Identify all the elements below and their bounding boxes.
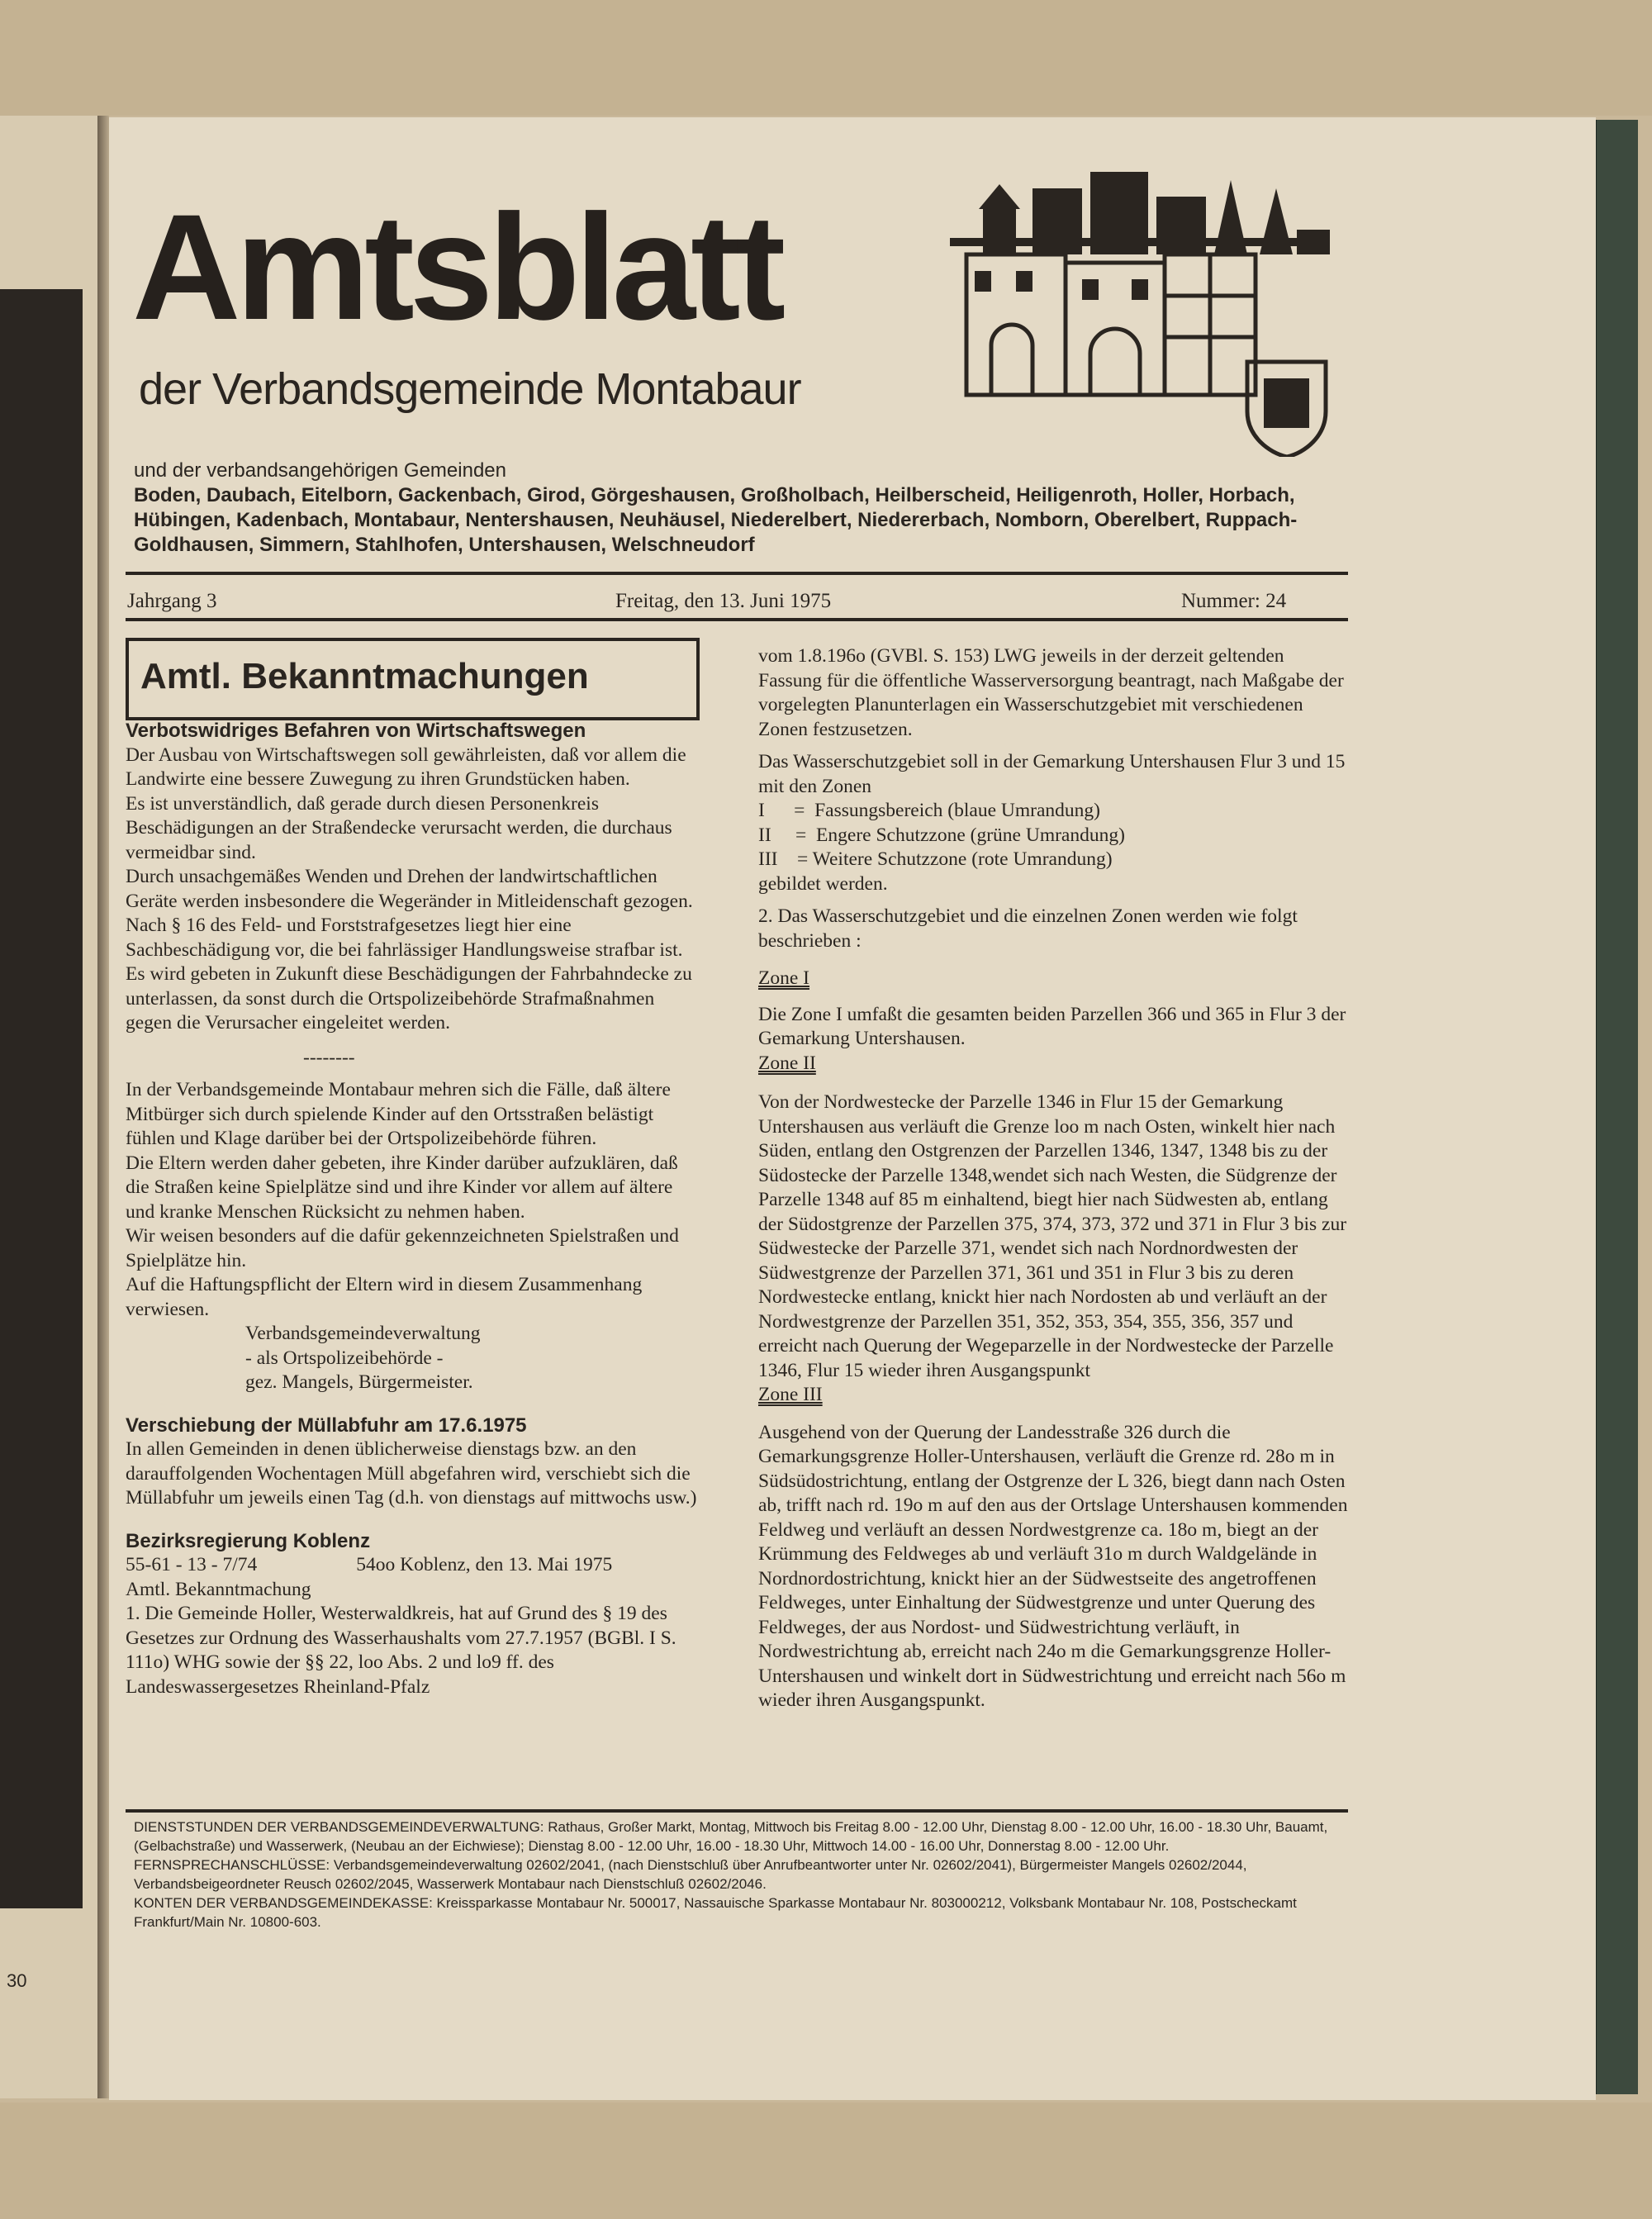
zone-list-item: III = Weitere Schutzzone (rote Umrandung)	[758, 848, 1113, 870]
left-column	[126, 719, 704, 1699]
paragraph: In allen Gemeinden in denen üblicherweise dienstags bzw. an den darauffolgenden Wochentagen Müll abgefahren wird, verschiebt sich die Müllabfuhr um jeweils einen Tag (d.h. von dienstags auf mittwochs usw.)	[126, 1438, 697, 1509]
zone-1-text: Die Zone I umfaßt die gesamten beiden Parzellen 366 und 365 in Flur 3 der Gemarkung Untershausen.	[758, 1003, 1346, 1049]
zone-3-heading: Zone III	[758, 1384, 823, 1405]
reference-number: 55-61 - 13 - 7/74	[126, 1554, 258, 1575]
signature-line: - als Ortspolizeibehörde -	[245, 1347, 444, 1369]
header-rule-bottom	[126, 618, 1348, 621]
paragraph: In der Verbandsgemeinde Montabaur mehren sich die Fälle, daß ältere Mitbürger sich durch spielende Kinder auf den Ortsstraßen belästigt fühlen und Klage darüber bei der Ortspolizeibehörde führen.	[126, 1079, 671, 1149]
section-title: Amtl. Bekanntmachungen	[140, 656, 589, 696]
zone-list-item: II = Engere Schutzzone (grüne Umrandung)	[758, 824, 1125, 846]
paragraph: 1. Die Gemeinde Holler, Westerwaldkreis, hat auf Grund des § 19 des Gesetzes zur Ordnung des Wasserhaushalts vom 27.7.1957 (BGBl. I S. 111o) WHG sowie der §§ 22, loo Abs. 2 und lo9 ff. des Landeswassergesetzes Rheinland-Pfalz	[126, 1603, 676, 1698]
town-skyline-crest-logo	[942, 172, 1338, 457]
paragraph: 2. Das Wasserschutzgebiet und die einzelnen Zonen werden wie folgt beschrieben :	[758, 905, 1298, 952]
footer-office-hours: DIENSTSTUNDEN DER VERBANDSGEMEINDEVERWALTUNG: Rathaus, Großer Markt, Montag, Mittwoch bis Freitag 8.00 - 12.00 Uhr, Dienstag 8.00 - 12.00 Uhr, 16.00 - 18.30 Uhr, Bauamt, (Gelbachstraße) und Wasserwerk, (Neubau an der Eichwiese); Dienstag 8.00 - 12.00 Uhr, 16.00 - 18.30 Uhr, Mittwoch 14.00 - 16.00 Uhr, Donnerstag 8.00 - 12.00 Uhr.	[134, 1819, 1328, 1854]
reference-place-date: 54oo Koblenz, den 13. Mai 1975	[356, 1554, 613, 1575]
heading-wirtschaftswege: Verbotswidriges Befahren von Wirtschaftswegen	[126, 720, 586, 742]
paragraph: Das Wasserschutzgebiet soll in der Gemarkung Untershausen Flur 3 und 15 mit den Zonen	[758, 751, 1346, 797]
paragraph: vom 1.8.196o (GVBl. S. 153) LWG jeweils in der derzeit geltenden Fassung für die öffentliche Wasserversorgung beantragt, nach Maßgabe der vorgelegten Planunterlagen ein Wasserschutzgebiet mit verschiedenen Zonen festzusetzen.	[758, 645, 1344, 740]
separator: --------	[303, 1046, 355, 1068]
issue-date: Freitag, den 13. Juni 1975	[615, 590, 832, 612]
scan-background-bottom	[0, 2103, 1652, 2219]
previous-page-dark-block	[0, 289, 83, 1908]
footer-phone-numbers: FERNSPRECHANSCHLÜSSE: Verbandsgemeindeverwaltung 02602/2041, (nach Dienstschluß über Anrufbeantworter unter Nr. 02602/2041), Bürgermeister Mangels 02602/2044, Verbandsbeigeordneter Reusch 02602/2045, Wasserwerk Montabaur nach Dienstschluß 02602/2046.	[134, 1857, 1247, 1892]
reference-kind: Amtl. Bekanntmachung	[126, 1578, 311, 1600]
paragraph: Es ist unverständlich, daß gerade durch diesen Personenkreis Beschädigungen an der Straßendecke verursacht werden, die durchaus vermeidbar sind.	[126, 792, 672, 863]
members-intro: und der verbandsangehörigen Gemeinden	[134, 459, 506, 482]
paragraph: Nach § 16 des Feld- und Forststrafgesetzes liegt hier eine Sachbeschädigung vor, die bei fahrlässiger Handlungsweise strafbar ist.	[126, 915, 683, 961]
zone-list-item: I = Fassungsbereich (blaue Umrandung)	[758, 800, 1100, 821]
masthead-subtitle: der Verbandsgemeinde Montabaur	[139, 364, 801, 414]
footer-bank-accounts: KONTEN DER VERBANDSGEMEINDEKASSE: Kreissparkasse Montabaur Nr. 500017, Nassauische Sparkasse Montabaur Nr. 803000212, Volksbank Montabaur Nr. 108, Postscheckamt Frankfurt/Main Nr. 10800-603.	[134, 1895, 1297, 1930]
heading-muellabfuhr: Verschiebung der Müllabfuhr am 17.6.1975	[126, 1414, 527, 1437]
zone-2-heading: Zone II	[758, 1052, 816, 1074]
footer-rule	[126, 1809, 1348, 1813]
paragraph: gebildet werden.	[758, 872, 888, 895]
zone-2-text: Von der Nordwestecke der Parzelle 1346 in Flur 15 der Gemarkung Untershausen aus verläuft die Grenze loo m nach Osten, winkelt hier nach Süden, entlang den Ostgrenzen der Parzellen 1346, 1347, 1348 bis zu der Südostecke der Parzelle 1348,wendet sich nach Westen, die Südgrenze der Parzelle 1348 auf 85 m einhaltend, biegt hier nach Südwesten ab, entlang der Südostgrenze der Parzellen 375, 374, 373, 372 und 371 in Flur 3 bis zur Südwestecke der Parzelle 371, wendet sich nach Nordnordwesten der Südwestgrenze der Parzellen 371, 361 und 351 in Flur 3 bis zu deren Nordwestecke entlang, knickt hier nach Nordosten ab und verläuft an der Nordwestgrenze der Parzellen 351, 352, 353, 354, 355, 356, 357 und erreicht nach Querung der Wegeparzelle in der Nordwestecke der Parzelle 1346, Flur 15 wieder ihren Ausgangspunkt	[758, 1091, 1347, 1381]
paragraph: Auf die Haftungspflicht der Eltern wird in diesem Zusammenhang verwiesen.	[126, 1274, 643, 1320]
book-gutter	[97, 116, 109, 2098]
heading-bezirksregierung: Bezirksregierung Koblenz	[126, 1529, 371, 1552]
paragraph: Durch unsachgemäßes Wenden und Drehen der landwirtschaftlichen Geräte werden insbesondere die Wegeränder in Mitleidenschaft gezogen.	[126, 866, 693, 912]
reference-line	[126, 1553, 704, 1578]
volume: Jahrgang 3	[127, 590, 217, 612]
paragraph: Die Eltern werden daher gebeten, ihre Kinder darüber aufzuklären, daß die Straßen keine Spielplätze sind und ihre Kinder vor allem auf ältere und kranke Menschen Rücksicht zu nehmen haben.	[126, 1152, 678, 1223]
right-column	[758, 644, 1349, 1713]
paragraph: Der Ausbau von Wirtschaftswegen soll gewährleisten, daß vor allem die Landwirte eine bessere Zuwegung zu ihren Grundstücken haben.	[126, 744, 686, 790]
issue-number: Nummer: 24	[1181, 590, 1287, 612]
masthead-title: Amtsblatt	[132, 183, 781, 351]
header-rule-top	[126, 572, 1348, 575]
section-title-box	[126, 638, 700, 720]
members-list: Boden, Daubach, Eitelborn, Gackenbach, Girod, Görgeshausen, Großholbach, Heilberscheid, Heiligenroth, Holler, Horbach, Hübingen, Kadenbach, Montabaur, Nentershausen, Neuhäusel, Niederelbert, Niedererbach, Nomborn, Oberelbert, Ruppach-Goldhausen, Simmern, Stahlhofen, Untershausen, Welschneudorf	[134, 484, 1298, 556]
member-municipalities	[134, 459, 1348, 558]
previous-page-number: 30	[7, 1970, 27, 1991]
zone-1-heading: Zone I	[758, 967, 809, 989]
book-binding	[1594, 120, 1638, 2094]
signature-line: gez. Mangels, Bürgermeister.	[245, 1371, 473, 1393]
previous-page	[0, 116, 101, 2098]
zone-3-text: Ausgehend von der Querung der Landesstraße 326 durch die Gemarkungsgrenze Holler-Untershausen, verläuft die Grenze rd. 28o m in Südsüdostrichtung, entlang der Ostgrenze der L 326, biegt dann nach Osten ab, trifft nach rd. 19o m auf den aus der Ortslage Untershausen kommenden Feldweg und verläuft an dessen Nordwestgrenze ca. 18o m, biegt an der Krümmung des Feldweges ab und verläuft 31o m durch Waldgelände in Nordnordostrichtung, knickt hier an der Südwestseite des angetroffenen Feldweges, unter Einhaltung der Südwestgrenze und unter Querung des Feldweges, der aus Nordost- und Südwestrichtung verläuft, in Nordwestrichtung ab, erreicht nach 24o m die Gemarkungsgrenze Holler-Untershausen und winkelt dort in Südwestrichtung und erreicht nach 56o m wieder ihren Ausgangspunkt.	[758, 1421, 1348, 1711]
scan-background-top	[0, 0, 1652, 116]
signature-line: Verbandsgemeindeverwaltung	[245, 1323, 481, 1344]
footer	[134, 1817, 1348, 1932]
paragraph: Es wird gebeten in Zukunft diese Beschädigungen der Fahrbahndecke zu unterlassen, da sonst durch die Ortspolizeibehörde Strafmaßnahmen gegen die Verursacher eingeleitet werden.	[126, 963, 692, 1033]
paragraph: Wir weisen besonders auf die dafür gekennzeichneten Spielstraßen und Spielplätze hin.	[126, 1225, 679, 1271]
